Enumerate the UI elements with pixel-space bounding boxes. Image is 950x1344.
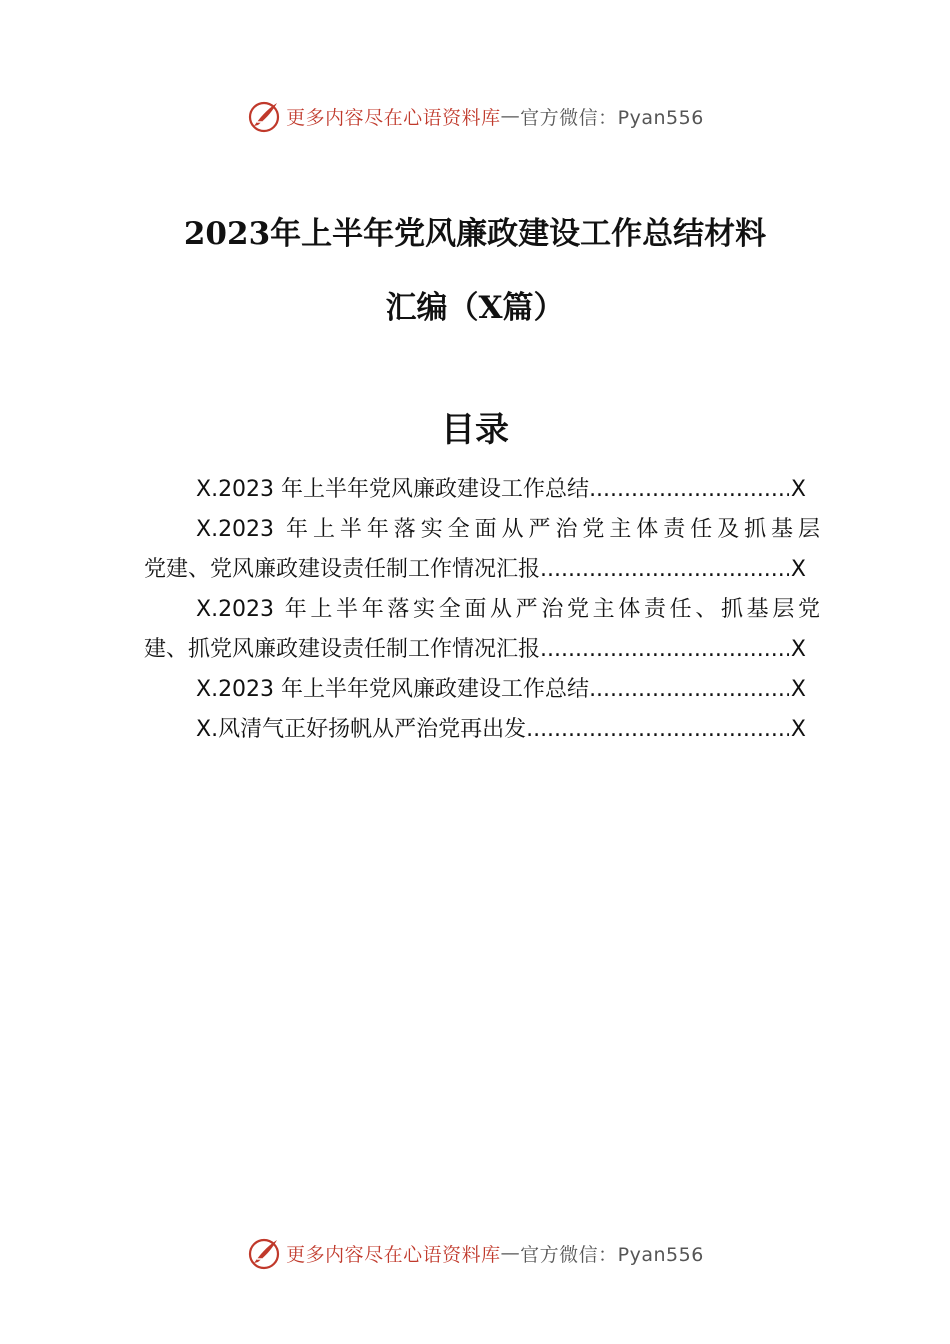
- toc-entry[interactable]: [144, 470, 820, 510]
- footer-banner: [0, 1233, 950, 1273]
- banner-wechat: 官方微信：Pyan556: [520, 1243, 704, 1266]
- banner-wechat: 官方微信：Pyan556: [520, 106, 704, 129]
- toc-page-number: X: [790, 677, 806, 702]
- table-of-contents: [144, 470, 820, 750]
- toc-leader-dots: [526, 710, 789, 750]
- toc-entry-text: X.2023 年上半年落实全面从严治党主体责任、抓基层党: [196, 597, 820, 622]
- banner-separator: —: [500, 1242, 521, 1264]
- banner-separator: —: [500, 105, 521, 127]
- toc-line: [144, 590, 820, 630]
- toc-heading: 目录: [441, 410, 509, 450]
- toc-entry-text: X.2023 年上半年落实全面从严治党主体责任及抓基层: [196, 517, 820, 542]
- toc-page-number: X: [790, 477, 806, 502]
- toc-line: [144, 470, 820, 510]
- toc-page-number: X: [790, 637, 806, 662]
- toc-line: [144, 630, 820, 670]
- toc-leader-dots: [540, 630, 789, 670]
- banner-brand: 更多内容尽在心语资料库: [286, 1243, 501, 1266]
- toc-entry-text: X.2023 年上半年党风廉政建设工作总结: [196, 477, 590, 502]
- toc-entry-text: 建、抓党风廉政建设责任制工作情况汇报: [144, 637, 541, 662]
- quill-seal-icon: [246, 1235, 282, 1271]
- toc-page-number: X: [790, 557, 806, 582]
- toc-line: [144, 550, 820, 590]
- toc-leader-dots: [540, 550, 789, 590]
- toc-page-number: X: [790, 717, 806, 742]
- header-banner: [0, 96, 950, 136]
- quill-seal-icon: [246, 98, 282, 134]
- toc-entry[interactable]: [144, 590, 820, 670]
- toc-entry-text: X.2023 年上半年党风廉政建设工作总结: [196, 677, 590, 702]
- toc-entry-text: 党建、党风廉政建设责任制工作情况汇报: [144, 557, 541, 582]
- banner-brand: 更多内容尽在心语资料库: [286, 106, 501, 129]
- toc-leader-dots: [589, 670, 789, 710]
- toc-entry-text: X.风清气正好扬帆从严治党再出发: [196, 717, 527, 742]
- toc-entry[interactable]: [144, 710, 820, 750]
- toc-leader-dots: [589, 470, 789, 510]
- toc-entry[interactable]: [144, 670, 820, 710]
- document-title-line2: 汇编（X篇）: [385, 290, 565, 326]
- document-title-line1: 2023年上半年党风廉政建设工作总结材料: [183, 216, 767, 252]
- toc-line: [144, 710, 820, 750]
- toc-line: [144, 510, 820, 550]
- toc-line: [144, 670, 820, 710]
- toc-entry[interactable]: [144, 510, 820, 590]
